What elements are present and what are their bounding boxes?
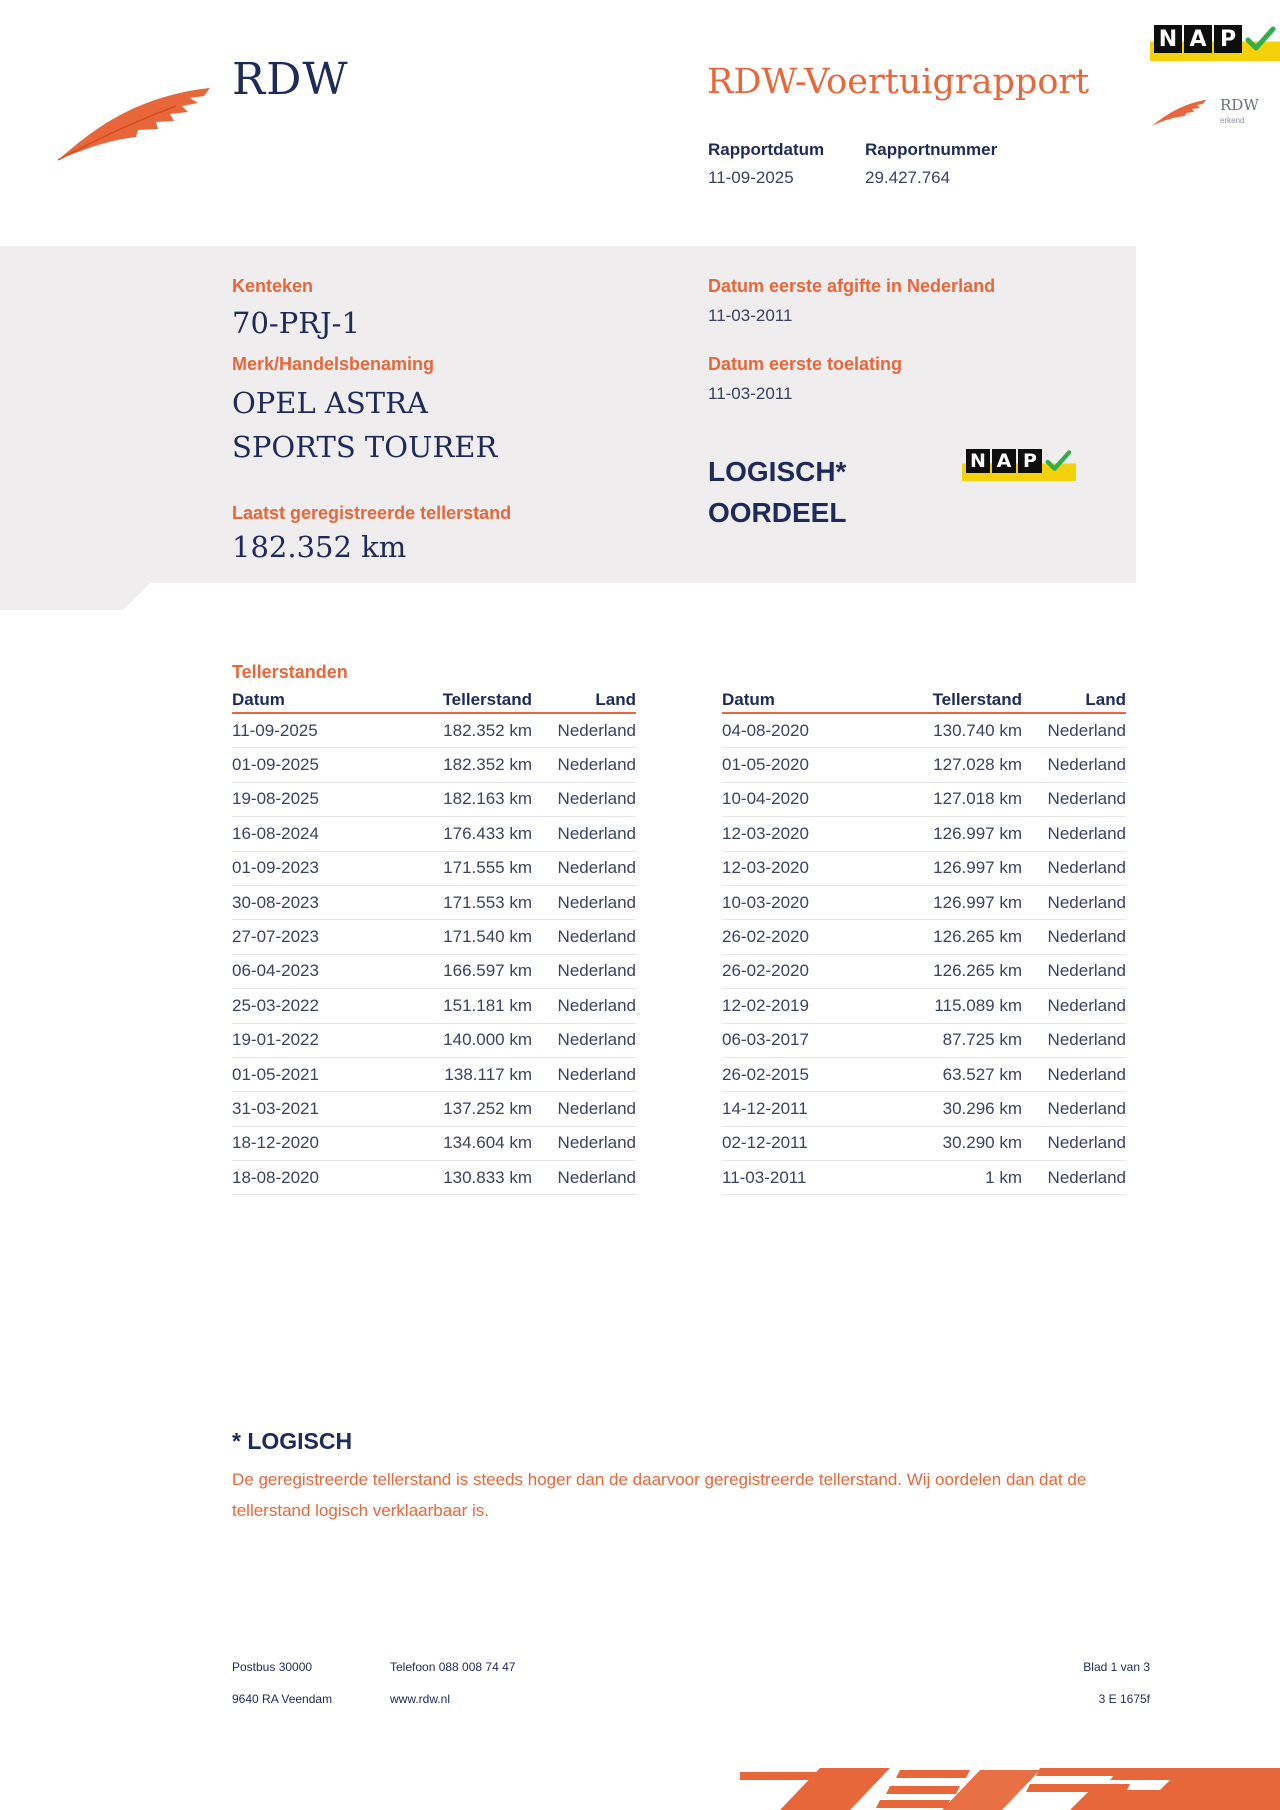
odometer-readings-title: Tellerstanden — [232, 662, 348, 682]
footnote-title: * LOGISCH — [232, 1428, 353, 1454]
verdict-label: OORDEEL — [708, 497, 847, 528]
cell-country: Nederland — [1047, 995, 1126, 1015]
nap-letter-n: N — [1154, 25, 1182, 53]
cell-odometer: 140.000 km — [443, 1030, 532, 1050]
table-row — [232, 955, 636, 989]
cell-country: Nederland — [557, 961, 636, 981]
cell-odometer: 171.555 km — [443, 858, 532, 878]
cell-date: 26-02-2015 — [722, 1064, 809, 1084]
cell-odometer: 126.265 km — [933, 961, 1022, 981]
cell-date: 01-09-2023 — [232, 858, 319, 878]
rdw-erkend-sub: erkend — [1220, 116, 1245, 125]
table-row — [722, 852, 1126, 886]
cell-odometer: 30.290 km — [942, 1133, 1022, 1153]
cell-country: Nederland — [557, 858, 636, 878]
cell-odometer: 126.997 km — [933, 823, 1022, 843]
cell-country: Nederland — [557, 720, 636, 740]
table-row — [722, 955, 1126, 989]
nap-letter-n: N — [966, 449, 990, 473]
first-admission-date-label: Datum eerste toelating — [708, 354, 903, 374]
cell-date: 02-12-2011 — [722, 1133, 808, 1153]
table-row — [722, 748, 1126, 782]
footnote-text: De geregistreerde tellerstand is steeds hoger dan de daarvoor geregistreerde tellerstand. Wij oordelen dan dat de tellerstand logisch verklaarbaar is. — [232, 1470, 1087, 1520]
cell-odometer: 127.018 km — [933, 789, 1022, 809]
nap-badge — [962, 446, 1076, 481]
cell-country: Nederland — [557, 755, 636, 775]
cell-country: Nederland — [557, 1098, 636, 1118]
table-row — [232, 817, 636, 851]
nap-badge — [1150, 22, 1280, 61]
cell-date: 12-03-2020 — [722, 823, 809, 843]
rdw-erkend-logo — [1152, 94, 1280, 130]
footer-telephone: Telefoon 088 008 74 47 — [390, 1660, 516, 1674]
vehicle-info-panel — [0, 246, 1136, 610]
cell-odometer: 126.265 km — [933, 927, 1022, 947]
cell-odometer: 1 km — [985, 1167, 1022, 1187]
cell-date: 11-03-2011 — [722, 1167, 807, 1187]
decorative-stripes — [740, 1760, 1280, 1810]
column-header-odometer: Tellerstand — [932, 690, 1022, 709]
merk-label: Merk/Handelsbenaming — [232, 354, 435, 374]
table-row — [232, 852, 636, 886]
table-row — [232, 1092, 636, 1126]
cell-date: 01-09-2025 — [232, 755, 319, 775]
cell-odometer: 87.725 km — [942, 1030, 1022, 1050]
cell-country: Nederland — [557, 1167, 636, 1187]
cell-date: 26-02-2020 — [722, 927, 809, 947]
cell-country: Nederland — [1047, 927, 1126, 947]
footer-page-number: Blad 1 van 3 — [1083, 1660, 1150, 1674]
cell-odometer: 182.163 km — [443, 789, 532, 809]
table-row — [232, 1058, 636, 1092]
cell-odometer: 130.833 km — [443, 1167, 532, 1187]
table-body — [232, 714, 636, 1195]
kenteken-value: 70-PRJ-1 — [232, 306, 360, 340]
cell-date: 10-04-2020 — [722, 789, 809, 809]
nap-letter-a: A — [1184, 25, 1212, 53]
table-row — [722, 1092, 1126, 1126]
cell-country: Nederland — [1047, 1064, 1126, 1084]
cell-date: 26-02-2020 — [722, 961, 809, 981]
cell-country: Nederland — [1047, 823, 1126, 843]
table-row — [722, 817, 1126, 851]
cell-country: Nederland — [1047, 1167, 1126, 1187]
cell-date: 11-09-2025 — [232, 720, 318, 740]
table-row — [232, 748, 636, 782]
cell-odometer: 171.553 km — [443, 892, 532, 912]
footer-postbus: Postbus 30000 — [232, 1660, 313, 1674]
cell-country: Nederland — [1047, 858, 1126, 878]
footer-city: 9640 RA Veendam — [232, 1692, 333, 1706]
rdw-erkend-feather-icon — [1152, 98, 1206, 128]
table-row — [722, 783, 1126, 817]
cell-country: Nederland — [1047, 1030, 1126, 1050]
report-date-label: Rapportdatum — [708, 140, 825, 159]
first-issue-date-value: 11-03-2011 — [708, 306, 793, 325]
cell-date: 10-03-2020 — [722, 892, 809, 912]
cell-odometer: 176.433 km — [443, 823, 532, 843]
cell-date: 25-03-2022 — [232, 995, 319, 1015]
cell-odometer: 182.352 km — [443, 755, 532, 775]
cell-country: Nederland — [557, 1030, 636, 1050]
cell-odometer: 134.604 km — [443, 1133, 532, 1153]
report-number-label: Rapportnummer — [865, 140, 998, 159]
cell-odometer: 151.181 km — [443, 995, 532, 1015]
cell-date: 14-12-2011 — [722, 1098, 808, 1118]
cell-country: Nederland — [557, 892, 636, 912]
footer-website-link[interactable]: www.rdw.nl — [390, 1692, 451, 1706]
cell-country: Nederland — [557, 927, 636, 947]
cell-odometer: 182.352 km — [443, 720, 532, 740]
cell-odometer: 171.540 km — [443, 927, 532, 947]
cell-date: 19-01-2022 — [232, 1030, 319, 1050]
cell-date: 31-03-2021 — [232, 1098, 319, 1118]
table-row — [722, 1127, 1126, 1161]
report-number-value: 29.427.764 — [865, 168, 951, 187]
cell-country: Nederland — [1047, 1133, 1126, 1153]
column-header-date: Datum — [722, 690, 775, 709]
cell-odometer: 166.597 km — [443, 961, 532, 981]
cell-date: 01-05-2020 — [722, 755, 809, 775]
merk-value-line1: OPEL ASTRA — [232, 386, 428, 420]
cell-country: Nederland — [1047, 755, 1126, 775]
table-row — [722, 886, 1126, 920]
cell-odometer: 63.527 km — [942, 1064, 1022, 1084]
cell-date: 06-03-2017 — [722, 1030, 809, 1050]
table-body — [722, 714, 1126, 1195]
cell-date: 01-05-2021 — [232, 1064, 319, 1084]
cell-country: Nederland — [1047, 789, 1126, 809]
cell-country: Nederland — [1047, 892, 1126, 912]
last-odometer-value: 182.352 km — [232, 530, 407, 564]
cell-country: Nederland — [557, 823, 636, 843]
cell-date: 06-04-2023 — [232, 961, 319, 981]
table-row — [232, 783, 636, 817]
cell-date: 27-07-2023 — [232, 927, 319, 947]
cell-country: Nederland — [1047, 961, 1126, 981]
table-row — [232, 1127, 636, 1161]
cell-country: Nederland — [557, 789, 636, 809]
cell-date: 12-03-2020 — [722, 858, 809, 878]
cell-odometer: 138.117 km — [444, 1064, 532, 1084]
cell-odometer: 137.252 km — [443, 1098, 532, 1118]
cell-country: Nederland — [1047, 720, 1126, 740]
cell-odometer: 30.296 km — [942, 1098, 1022, 1118]
cell-date: 16-08-2024 — [232, 823, 319, 843]
table-row — [232, 1161, 636, 1195]
cell-odometer: 127.028 km — [933, 755, 1022, 775]
table-row — [722, 1058, 1126, 1092]
cell-date: 19-08-2025 — [232, 789, 319, 809]
table-row — [232, 989, 636, 1023]
table-row — [722, 1024, 1126, 1058]
check-icon — [1044, 449, 1072, 473]
rdw-feather-logo — [58, 82, 210, 162]
odometer-table-left — [232, 690, 636, 1195]
cell-date: 12-02-2019 — [722, 995, 809, 1015]
last-odometer-label: Laatst geregistreerde tellerstand — [232, 503, 512, 523]
cell-country: Nederland — [557, 1133, 636, 1153]
nap-letter-a: A — [992, 449, 1016, 473]
table-row — [232, 1024, 636, 1058]
cell-country: Nederland — [557, 995, 636, 1015]
column-header-country: Land — [595, 690, 636, 709]
first-admission-date-value: 11-03-2011 — [708, 384, 793, 403]
column-header-country: Land — [1085, 690, 1126, 709]
table-row — [232, 920, 636, 954]
verdict-value: LOGISCH* — [708, 456, 847, 487]
check-icon — [1244, 25, 1276, 53]
report-date-value: 11-09-2025 — [708, 168, 794, 187]
merk-value-line2: SPORTS TOURER — [232, 430, 498, 464]
cell-date: 30-08-2023 — [232, 892, 319, 912]
cell-country: Nederland — [1047, 1098, 1126, 1118]
table-row — [722, 714, 1126, 748]
cell-country: Nederland — [557, 1064, 636, 1084]
table-row — [722, 1161, 1126, 1195]
rdw-erkend-label: RDW — [1220, 96, 1259, 114]
cell-date: 18-08-2020 — [232, 1167, 319, 1187]
odometer-table-right — [722, 690, 1126, 1195]
cell-odometer: 130.740 km — [933, 720, 1022, 740]
cell-date: 18-12-2020 — [232, 1133, 319, 1153]
table-row — [232, 714, 636, 748]
nap-letter-p: P — [1214, 25, 1242, 53]
table-row — [722, 920, 1126, 954]
column-header-date: Datum — [232, 690, 285, 709]
first-issue-date-label: Datum eerste afgifte in Nederland — [708, 276, 996, 296]
footer-document-code: 3 E 1675f — [1098, 1692, 1150, 1706]
cell-odometer: 126.997 km — [933, 858, 1022, 878]
cell-date: 04-08-2020 — [722, 720, 809, 740]
column-header-odometer: Tellerstand — [442, 690, 532, 709]
table-header — [232, 690, 636, 714]
table-header — [722, 690, 1126, 714]
cell-odometer: 115.089 km — [934, 995, 1022, 1015]
table-row — [232, 886, 636, 920]
table-row — [722, 989, 1126, 1023]
nap-letter-p: P — [1018, 449, 1042, 473]
report-title: RDW-Voertuigrapport — [707, 62, 1090, 102]
brand-name: RDW — [232, 54, 349, 105]
cell-odometer: 126.997 km — [933, 892, 1022, 912]
kenteken-label: Kenteken — [232, 276, 314, 296]
